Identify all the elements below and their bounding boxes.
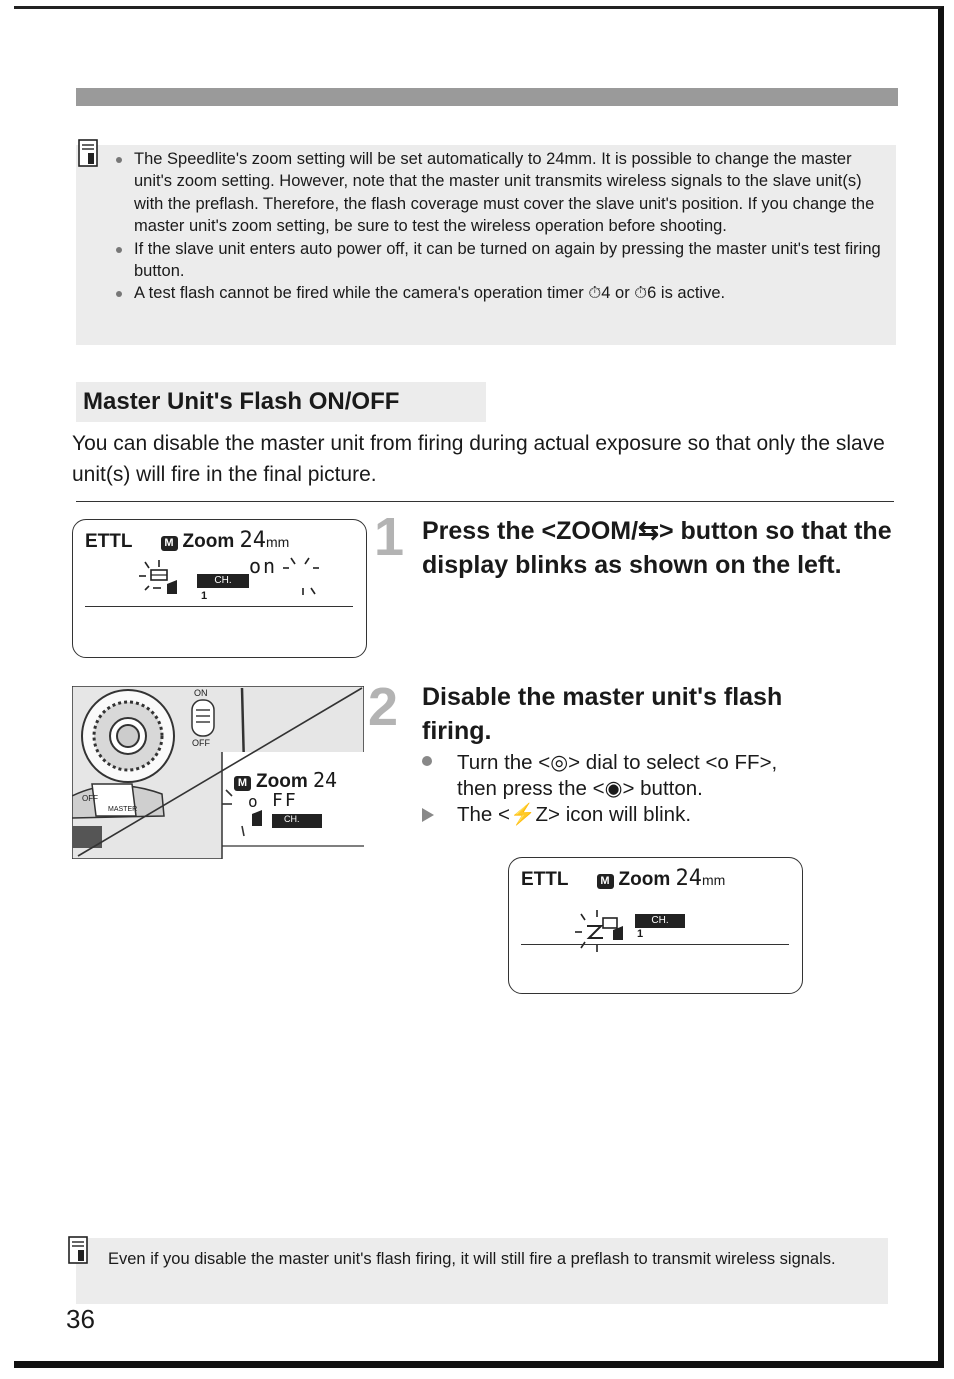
flash-unit-photo	[72, 686, 364, 859]
lcd2-channel-label: CH.	[651, 915, 669, 926]
lcd2-mode: ETTL	[521, 869, 569, 890]
photo-channel-label: CH.	[284, 814, 300, 824]
on-label: ON	[194, 688, 208, 698]
lcd-unit: mm	[266, 534, 290, 550]
master-label: MASTER	[108, 806, 138, 813]
step2-instruction-line2: then press the <◉> button.	[457, 777, 703, 800]
lcd2-zoom-label: Zoom	[618, 869, 671, 890]
step2-result: The <⚡Z> icon will blink.	[457, 803, 692, 826]
memo-icon	[68, 1236, 88, 1266]
channel-block	[635, 914, 685, 928]
note-item: If the slave unit enters auto power off, it can be turned on again by pressing the master unit's test firing button.	[112, 238, 882, 283]
channel-number: 1	[201, 590, 208, 602]
step2-instruction-line1: Turn the <◎> dial to select <o FF>,	[457, 751, 778, 774]
photo-zoom-label: Zoom	[256, 771, 308, 792]
manual-badge-icon: M	[161, 536, 178, 551]
lcd-mode: ETTL	[85, 531, 133, 552]
lcd-zoom-value: 24	[239, 528, 266, 553]
note-item: The Speedlite's zoom setting will be set automatically to 24mm. It is possible to change the master unit's zoom setting. However, note that the master unit transmits wireless signals to the slave unit(s) with the preflash. Therefore, the flash coverage must cover the slave unit's position. If you change the master unit's zoom setting, be sure to test the wireless operation before shooting.	[112, 148, 882, 238]
section-divider	[76, 501, 894, 502]
lcd2-top-row	[521, 866, 725, 891]
off-label-dial: OFF	[82, 794, 98, 803]
manual-badge-icon: M	[597, 874, 614, 889]
lcd-flash-status: on	[249, 554, 278, 578]
lcd2-channel-number: 1	[637, 928, 644, 940]
note-item: A test flash cannot be fired while the camera's operation timer ⏱4 or ⏱6 is active.	[112, 282, 882, 304]
photo-flash-status: FF	[272, 790, 298, 811]
lcd2-unit: mm	[702, 872, 726, 888]
section-intro: You can disable the master unit from firing during actual exposure so that only the slave unit(s) will fire in the final picture.	[72, 432, 885, 486]
channel-label: CH.	[214, 575, 232, 586]
result-arrow-icon	[422, 808, 434, 822]
wireless-master-icon	[137, 556, 203, 604]
lcd-panel-step2	[508, 857, 803, 994]
off-label: OFF	[192, 738, 210, 748]
photo-status-prefix: o	[248, 792, 258, 811]
manual-badge-icon: M	[234, 776, 251, 791]
header-bar	[76, 88, 898, 106]
photo-zoom-value: 24	[313, 768, 338, 792]
lcd-divider	[85, 606, 353, 607]
step-number-1: 1	[374, 507, 405, 567]
lcd2-zoom-value: 24	[675, 866, 702, 891]
bullet-dot-icon	[422, 756, 432, 766]
page-number: 36	[66, 1304, 95, 1334]
bottom-note-text: Even if you disable the master unit's flash firing, it will still fire a preflash to transmit wireless signals.	[108, 1250, 836, 1268]
lcd-zoom-label: Zoom	[182, 531, 235, 552]
notes-list	[112, 148, 882, 305]
memo-icon	[78, 139, 98, 169]
wireless-slave-blink-icon	[573, 908, 637, 954]
section-title: Master Unit's Flash ON/OFF	[76, 382, 486, 422]
channel-block	[197, 574, 249, 588]
step1-title: Press the <ZOOM/⇆> button so that the display blinks as shown on the left.	[422, 517, 892, 579]
step2-title: Disable the master unit's flash firing.	[422, 683, 783, 745]
lcd2-divider	[521, 944, 789, 945]
step-number-2: 2	[368, 677, 399, 737]
lcd-panel-step1	[72, 519, 367, 658]
